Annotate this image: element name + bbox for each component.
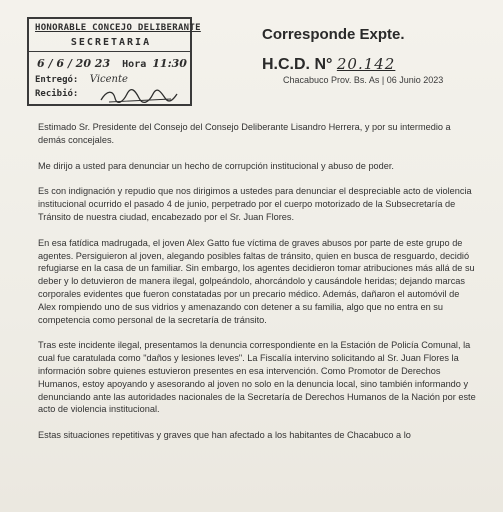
stamp-date-row (37, 57, 189, 70)
stamp-date-value: 6 / 6 / 20 23 (37, 57, 111, 70)
letter-paragraph-1: Me dirijo a usted para denunciar un hecho de corrupción institucional y abuso de poder. (38, 160, 394, 171)
hcd-number-line (262, 55, 442, 74)
stamp-hora-label: Hora (122, 59, 147, 70)
stamp-recibio-label: Recibió: (35, 89, 79, 99)
stamp-entrego-label: Entregó: (35, 75, 79, 85)
stamp-entrego-value: Vicente (89, 74, 128, 85)
letter-paragraph-3: En esa fatídica madrugada, el joven Alex Gatto fue víctima de graves abusos por parte de este grupo de agentes. Persiguieron al joven, alegando posibles faltas de tránsito, quien en busca de resguardo, decidió refugiarse en la casa de un familiar. Sin embargo, los agentes decidieron tomar atribuciones más allá de su deber y lo detuvieron de manera ilegal, golpeándolo, ahorcándolo y causándole heridas; dejando marcas corporales evidentes que fueron constatadas por un precario médico. Además, dañaron el automóvil de Alex rompiendo uno de sus vidrios y amenazando con detener a su familia, algo que no entra en su competencia como personal de la secretaría de tránsito. (38, 237, 475, 325)
hcd-number: 20.142 (336, 55, 396, 73)
stamp-department: SECRETARIA (70, 37, 152, 48)
signature-scribble (99, 88, 179, 104)
letter-body (38, 121, 478, 455)
letter-salutation: Estimado Sr. Presidente del Consejo del Consejo Deliberante Lisandro Herrera, y por su intermedio a demás concejales. (38, 122, 451, 145)
stamp-recibio-row (35, 89, 78, 99)
stamp-entrego-row (35, 74, 128, 85)
stamp-hora-value: 11:30 (152, 57, 187, 70)
letter-paragraph-5: Estas situaciones repetitivas y graves que han afectado a los habitantes de Chacabuco a lo (38, 430, 411, 441)
reception-stamp (27, 17, 201, 106)
stamp-divider (29, 51, 190, 52)
hcd-label: H.C.D. N° (262, 56, 333, 73)
stamp-institution: HONORABLE CONCEJO DELIBERANTE (35, 23, 201, 33)
letter-paragraph-4: Tras este incidente ilegal, presentamos la denuncia correspondiente en la Estación de Policía Comunal, la cual fue caratulada como "daños y lesiones leves". La Fiscalía intervino solicitando al Sr. Juan Flores la información sobre quienes estuvieron presentes en esa intervención. Como Promotor de Derechos Humanos, estoy apoyando y asesorando al joven no solo en la denuncia local, sino también informando y denunciando ante las autoridades nacionales de la Secretaría de Derechos Humanos de la Nación por este acto de violencia institucional. (38, 340, 476, 415)
corresponde-expediente: Corresponde Expte. (262, 26, 405, 43)
place-and-date: Chacabuco Prov. Bs. As | 06 Junio 2023 (283, 75, 444, 85)
letter-paragraph-2: Es con indignación y repudio que nos dirigimos a ustedes para denunciar el despreciable acto de violencia institucional ocurrido el pasado 4 de junio, perpetrado por el cuerpo motorizado de la Subsecretaría de Tránsito de nuestra ciudad, encabezado por el Sr. Juan Flores. (38, 186, 472, 222)
